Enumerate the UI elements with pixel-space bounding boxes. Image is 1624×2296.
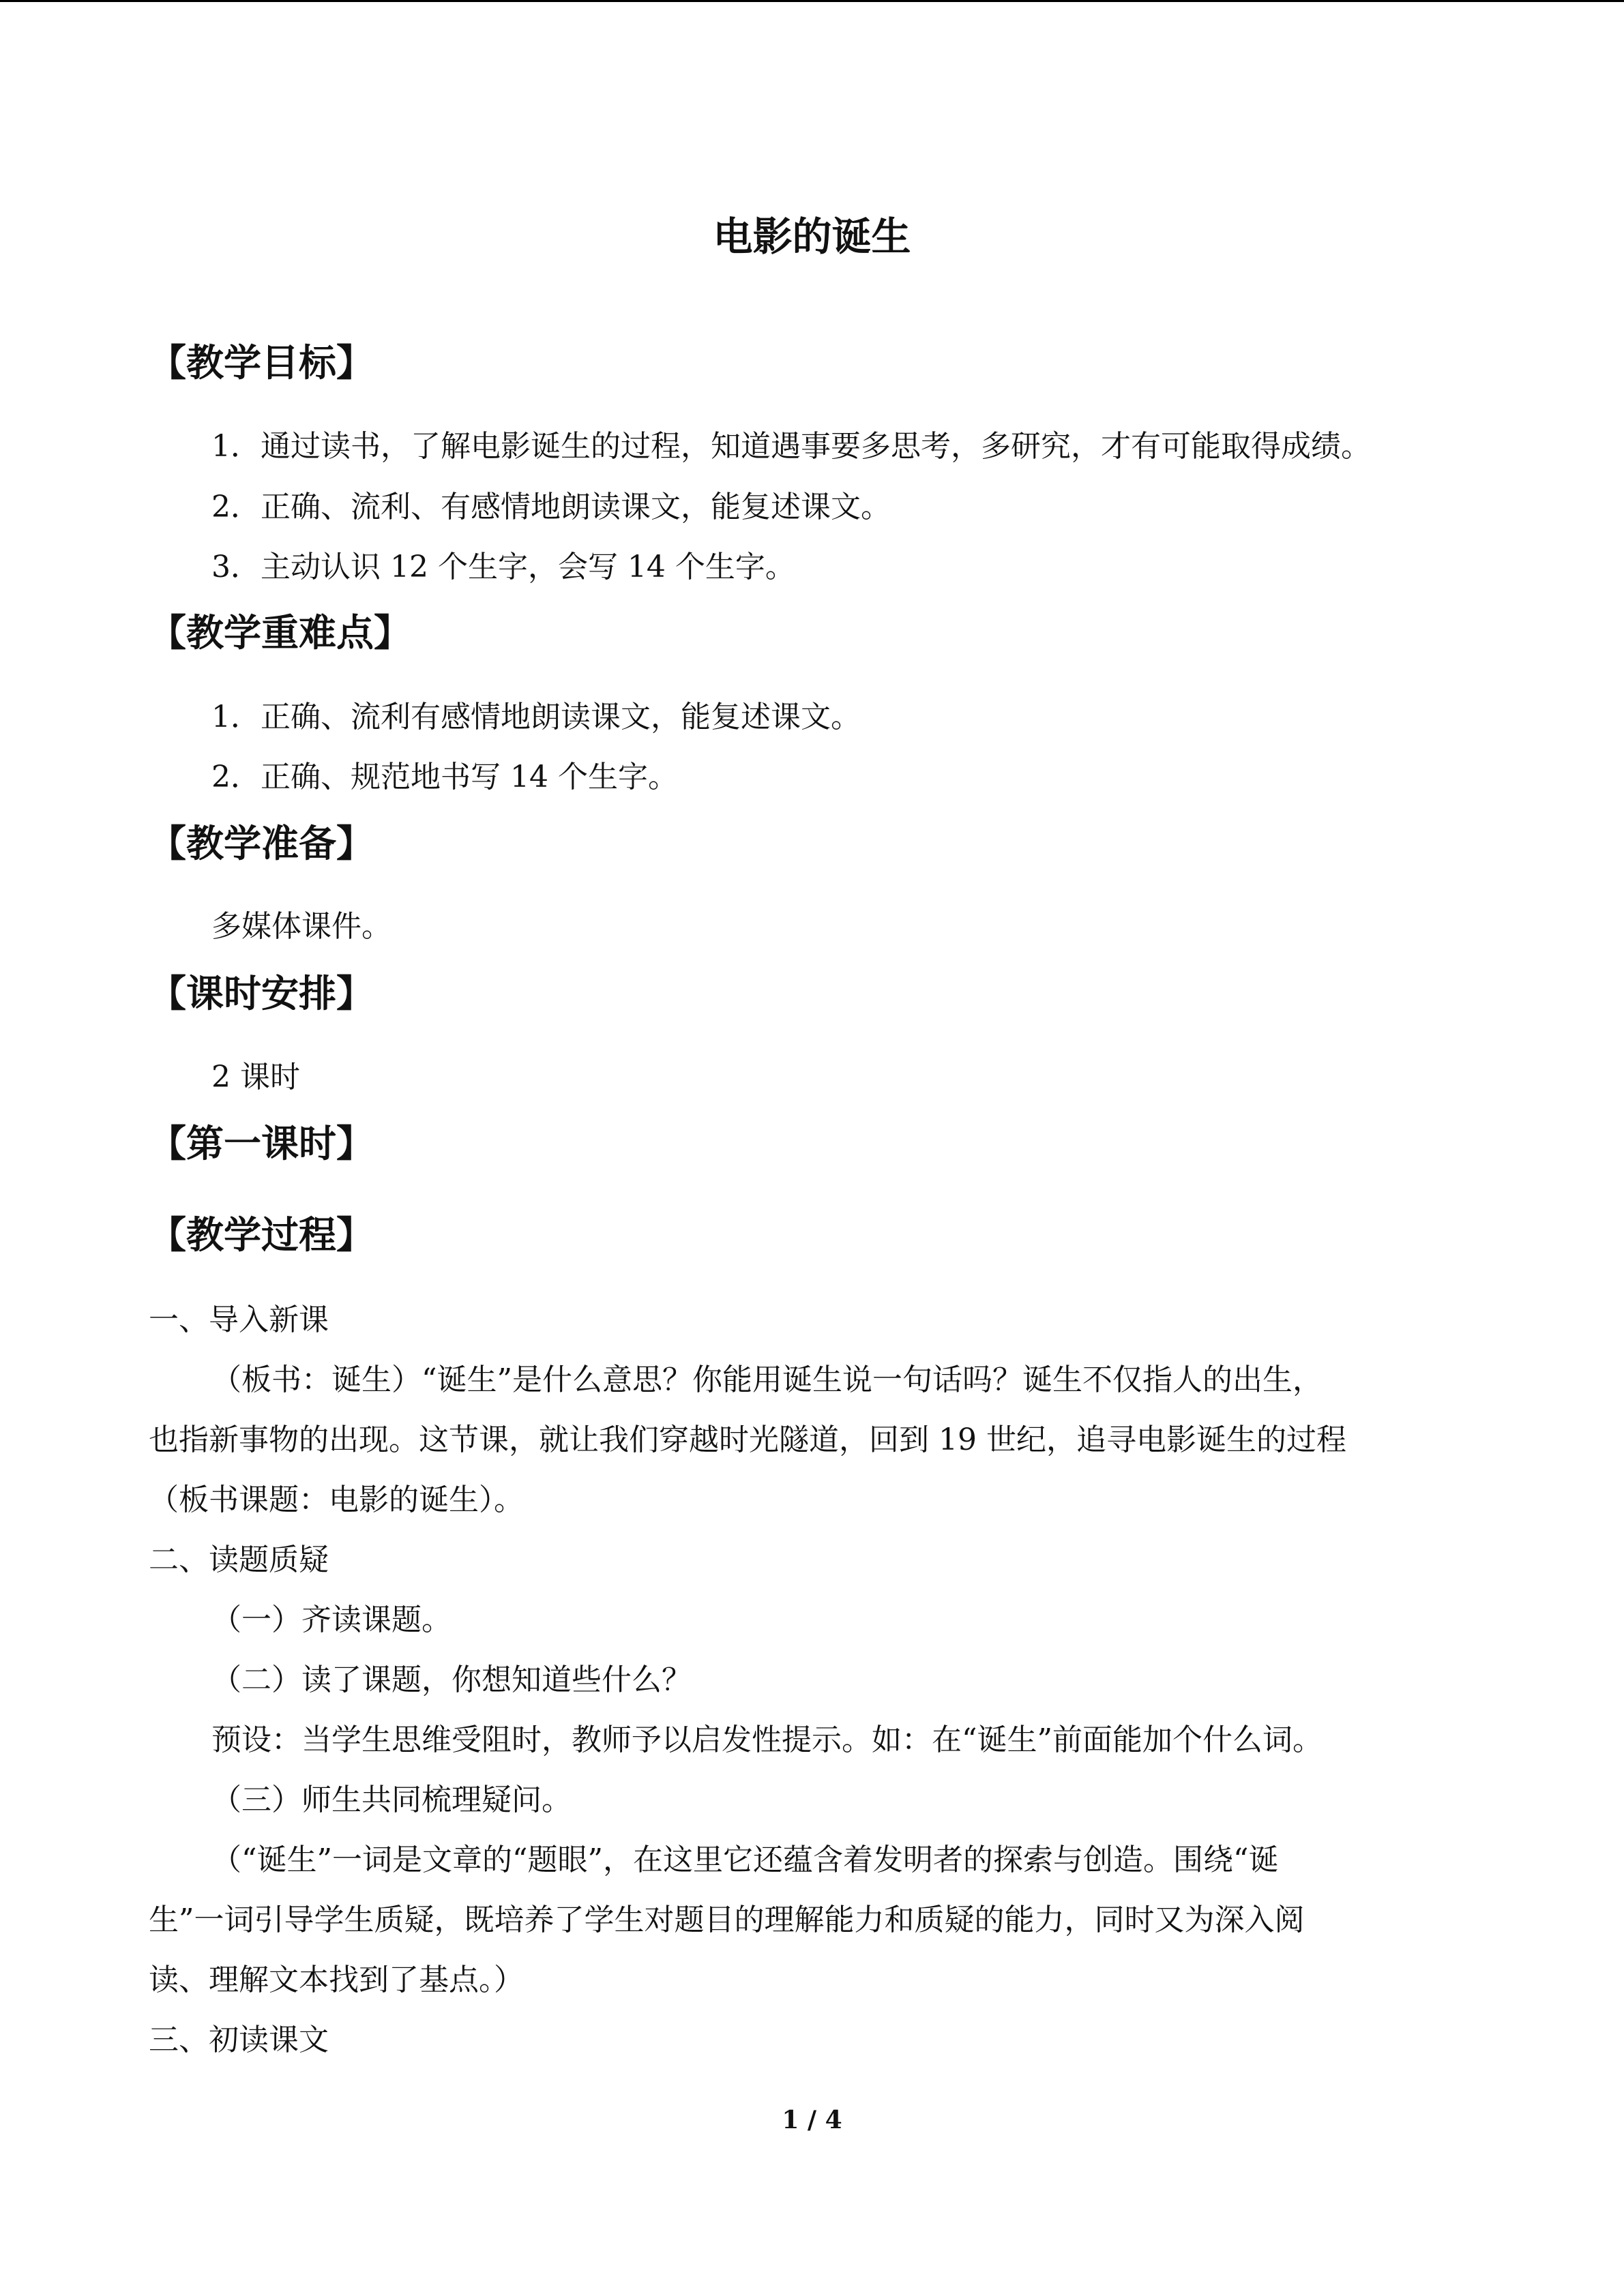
process-part1-title: 一、导入新课 [149, 1302, 329, 1337]
goal-item: 1．通过读书，了解电影诞生的过程，知道遇事要多思考，多研究，才有可能取得成绩。 [211, 429, 1371, 464]
process-note-line: 生”一词引导学生质疑，既培养了学生对题目的理解能力和质疑的能力，同时又为深入阅 [149, 1903, 1305, 1937]
goal-item: 2．正确、流利、有感情地朗读课文，能复述课文。 [211, 490, 891, 524]
goal-item: 3．主动认识 12 个生字，会写 14 个生字。 [211, 550, 795, 584]
preparation-text: 多媒体课件。 [211, 909, 392, 944]
process-note-line: （“诞生”一词是文章的“题眼”，在这里它还蕴含着发明者的探索与创造。围绕“诞 [211, 1843, 1279, 1877]
heading-first-lesson: 【第一课时】 [149, 1122, 374, 1165]
process-paragraph-line: （板书：诞生）“诞生”是什么意思？你能用诞生说一句话吗？诞生不仅指人的出生， [211, 1362, 1323, 1397]
process-part2-item: （三）师生共同梳理疑问。 [211, 1783, 572, 1817]
process-part2-item: （一）齐读课题。 [211, 1602, 452, 1637]
process-paragraph-line: 也指新事物的出现。这节课，就让我们穿越时光隧道，回到 19 世纪，追寻电影诞生的过程 [149, 1422, 1346, 1457]
process-part3-title: 三、初读课文 [149, 2023, 329, 2057]
process-part2-item: 预设：当学生思维受阻时，教师予以启发性提示。如：在“诞生”前面能加个什么词。 [211, 1723, 1323, 1757]
heading-teaching-process: 【教学过程】 [149, 1213, 374, 1257]
process-paragraph-line: （板书课题：电影的诞生）。 [149, 1482, 524, 1517]
top-border [0, 0, 1624, 2]
heading-schedule: 【课时安排】 [149, 972, 374, 1015]
document-title: 电影的诞生 [713, 213, 911, 260]
heading-teaching-goals: 【教学目标】 [149, 341, 374, 385]
process-part2-item: （二）读了课题，你想知道些什么？ [211, 1663, 692, 1697]
heading-preparation: 【教学准备】 [149, 822, 374, 865]
key-point-item: 2．正确、规范地书写 14 个生字。 [211, 760, 678, 794]
process-part2-title: 二、读题质疑 [149, 1542, 329, 1577]
schedule-text: 2 课时 [211, 1060, 300, 1094]
page-number: 1 / 4 [782, 2106, 842, 2134]
heading-key-points: 【教学重难点】 [149, 611, 412, 655]
process-note-line: 读、理解文本找到了基点。） [149, 1963, 524, 1997]
key-point-item: 1．正确、流利有感情地朗读课文，能复述课文。 [211, 700, 861, 734]
